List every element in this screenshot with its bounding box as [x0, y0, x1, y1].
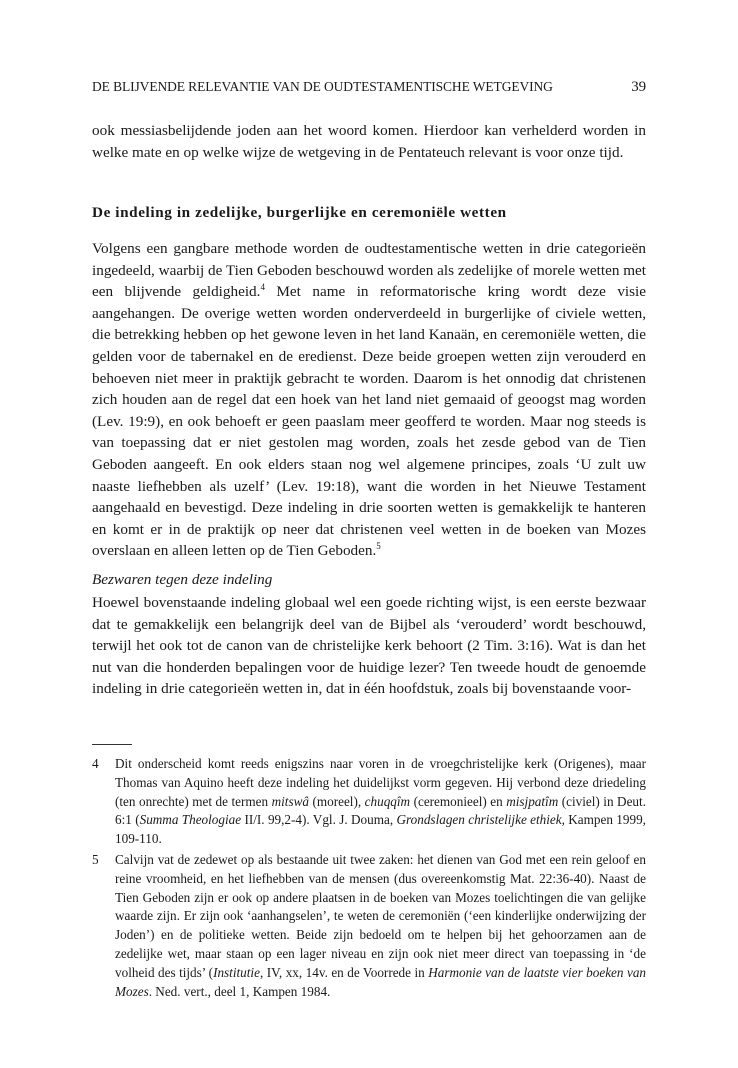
footnote-text: (moreel),: [308, 793, 365, 809]
subsection-heading: Bezwaren tegen deze indeling: [92, 571, 273, 588]
footnote-divider: [92, 744, 132, 745]
footnote-number: 4: [92, 756, 99, 771]
footnote-5: [92, 851, 646, 1001]
footnote-text: II/I. 99,2-4). Vgl. J. Douma,: [241, 812, 397, 828]
running-header: [92, 79, 646, 95]
footnote-title-grondslagen: Grondslagen christelijke ethiek,: [396, 812, 565, 828]
footnote-text: Kampen 1999, 109-110.: [115, 812, 646, 847]
footnote-ref-5: 5: [376, 541, 381, 552]
page-number: 39: [631, 79, 646, 95]
footnote-4: [92, 755, 646, 849]
subsection-paragraph-text: Hoewel bovenstaande indeling globaal wel een goede richting wijst, is een eerste bezwaar dat te gemakkelijk een belangrijk deel van de Bijbel als ‘verouderd’ wordt beschouwd, terwijl het ook tot de canon van de christelijke kerk behoort (2 Tim. 3:16). Wat is dan het nut van die honderden bepalingen voor de huidige lezer? Ten tweede houdt de genoemde indeling in drie categorieën wetten in, dat in één hoofdstuk, zoals bij bovenstaande voor-: [92, 594, 646, 698]
section-paragraph-part1: Volgens een gangbare methode worden de oudtestamentische wetten in drie categorieën ingedeeld, waarbij de Tien Geboden beschouwd worden als zedelijke of morele wetten met een blijvende geldigheid.: [92, 240, 646, 301]
footnote-text: , IV, xx, 14v. en de Voorrede in: [259, 964, 429, 980]
section-paragraph: [92, 238, 646, 562]
footnote-text: (ceremonieel) en: [410, 793, 507, 809]
footnote-ref-4: 4: [260, 282, 265, 293]
footnote-title-harmonie: Harmonie van de laatste vier boeken van Mozes: [115, 964, 647, 999]
footnote-term-misjpatim: misjpatîm: [506, 793, 559, 809]
footnote-title-institutie: Institutie: [213, 964, 260, 980]
footnote-title-summa: Summa Theologiae: [139, 812, 242, 828]
section-paragraph-text: [92, 238, 646, 562]
footnote-number: 5: [92, 851, 99, 867]
section-heading: De indeling in zedelijke, burgerlijke en ceremoniële wetten: [92, 204, 507, 221]
footnote-term-chuqqim: chuqqîm: [364, 793, 411, 809]
subsection-paragraph: [92, 592, 646, 700]
footnotes: [92, 755, 646, 1003]
footnote-text: Calvijn vat de zedewet op als bestaande uit twee zaken: het dienen van God met een rein geloof en reine vroomheid, en het liefhebben van de mensen (dus overeenkomstig Mat. 22:36-40). Naast de Tien Geboden zijn er ook op andere plaatsen in de boeken van Mozes toelichtingen die van gelijke waarde zijn. Er zijn ook ‘aanhangselen’, te weten de ceremoniën (‘een kinderlijke onderwijzing der Joden’) en de politieke wetten. Beide zijn bedoeld om te helpen bij het gehoorzamen aan de zedelijke wet, maar staan op een lager niveau en zijn ook niet meer direct van toepassing in ‘de volheid des tijds’ (: [115, 851, 646, 980]
footnote-text: . Ned. vert., deel 1, Kampen 1984.: [148, 983, 331, 999]
running-title: DE BLIJVENDE RELEVANTIE VAN DE OUDTESTAMENTISCHE WETGEVING: [92, 79, 553, 94]
footnote-text: Dit onderscheid komt reeds enigszins naar voren in de vroegchristelijke kerk (Origenes), maar Thomas van Aquino heeft deze indeling het duidelijkst vorm gegeven. Hij verbond deze driedeling (ten onrechte) met de termen: [115, 756, 646, 809]
footnote-term-mitswa: mitswâ: [271, 793, 309, 809]
footnote-text: (civiel) in Deut. 6:1 (: [115, 793, 646, 828]
section-paragraph-part2: Met name in reformatorische kring wordt deze visie aangehangen. De overige wetten worden onderverdeeld in burgerlijke of civiele wetten, die betrekking hebben op het gewone leven in het land Kanaän, en ceremoniële wetten, die gelden voor de tabernakel en de eredienst. Deze beide groepen wetten zijn verouderd en behoeven niet meer in praktijk gebracht te worden. Daarom is het onnodig dat christenen zich houden aan de regel dat een hoek van het land niet gemaaid of geoogst mag worden (Lev. 19:9), en ook behoeft er geen paaslam meer geofferd te worden. Maar nog steeds is van toepassing dat er niet gestolen mag worden, zoals het zesde gebod van de Tien Geboden aangeeft. En ook elders staan nog wel algemene principes, zoals ‘U zult uw naaste liefhebben als uzelf’ (Lev. 19:18), want die worden in het Nieuwe Testament aangehaald en bevestigd. Deze indeling in drie soorten wetten is gemakkelijk te hanteren en komt er in de praktijk op neer dat christenen veel wetten in de boeken van Mozes overslaan en alleen letten op de Tien Geboden.: [92, 283, 647, 560]
intro-paragraph: [92, 120, 646, 163]
intro-paragraph-text: ook messiasbelijdende joden aan het woord komen. Hierdoor kan verhelderd worden in welke mate en op welke wijze de wetgeving in de Pentateuch relevant is voor onze tijd.: [92, 122, 646, 161]
